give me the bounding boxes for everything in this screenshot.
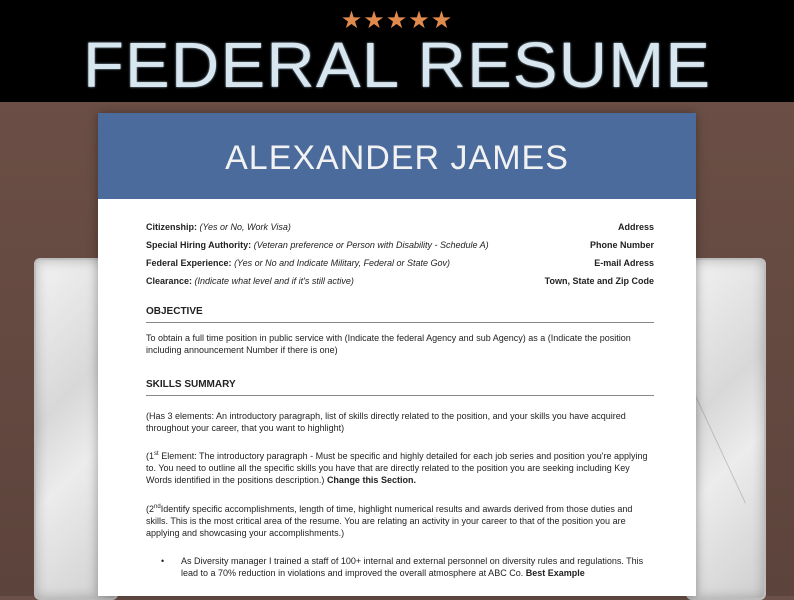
info-value: (Veteran preference or Person with Disability - Schedule A)	[253, 240, 489, 250]
skills-bullet-example	[181, 555, 654, 579]
bullet-text: As Diversity manager I trained a staff of 100+ internal and external personnel on diversity rules and regulations. This lead to a 70% reduction in violations and improved the overall atmosphere at ABC Co.	[181, 556, 644, 578]
best-example-note: Best Example	[525, 568, 585, 578]
resume-page	[98, 113, 696, 596]
first-prefix: (1	[146, 451, 155, 461]
banner	[0, 0, 794, 102]
info-label: Federal Experience:	[146, 258, 232, 268]
contact-phone: Phone Number	[589, 240, 654, 250]
info-label: Clearance:	[146, 276, 193, 286]
info-value: (Yes or No and Indicate Military, Federal or State Gov)	[234, 258, 450, 268]
contact-email: E-mail Adress	[594, 258, 654, 268]
objective-text: To obtain a full time position in public service with (Indicate the federal Agency and sub Agency) as a (Indicate the position including announcement Number if there is one)	[146, 333, 631, 355]
second-sup: nd	[154, 504, 161, 510]
info-label: Citizenship:	[146, 222, 197, 232]
change-section-note: Change this Section.	[326, 475, 416, 485]
resume-name: ALEXANDER JAMES	[225, 139, 569, 177]
info-row-citizenship	[146, 219, 654, 235]
second-text: Identify specific accomplishments, length of time, highlight numerical results and awards derived from those duties and skills. This is the most critical area of the resume. You are relating an activity in your career to that of the position you are applying and showcasing your accomplishments.)	[146, 504, 633, 538]
skills-intro: (Has 3 elements: An introductory paragraph, list of skills directly related to the position, and your skills you have acquired throughout your career, that you want to highlight)	[146, 411, 626, 433]
contact-address: Address	[617, 222, 654, 232]
skills-heading: SKILLS SUMMARY	[146, 378, 654, 396]
info-value: (Yes or No, Work Visa)	[199, 222, 291, 232]
info-label: Special Hiring Authority:	[146, 240, 252, 250]
resume-header	[98, 113, 696, 199]
rating-stars: ★★★★★	[340, 6, 454, 34]
skills-second-element	[146, 501, 654, 539]
info-row-hiring-authority	[146, 237, 654, 253]
first-text: Element: The introductory paragraph - Must be specific and highly detailed for each job series and position you're applying to. You need to outline all the specific skills you have that are directly related to the position you are seeking including Key Words identified in the positions description.)	[146, 451, 648, 485]
second-prefix: (2	[146, 504, 155, 514]
info-row-federal-experience	[146, 255, 654, 271]
bullet-icon: •	[161, 556, 165, 566]
objective-heading: OBJECTIVE	[146, 305, 654, 323]
skills-first-element	[146, 448, 654, 486]
banner-title: FEDERAL RESUME	[82, 29, 712, 101]
info-value: (Indicate what level and if it's still active)	[194, 276, 354, 286]
first-sup: st	[154, 451, 159, 457]
info-row-clearance	[146, 273, 654, 289]
contact-town: Town, State and Zip Code	[544, 276, 654, 286]
